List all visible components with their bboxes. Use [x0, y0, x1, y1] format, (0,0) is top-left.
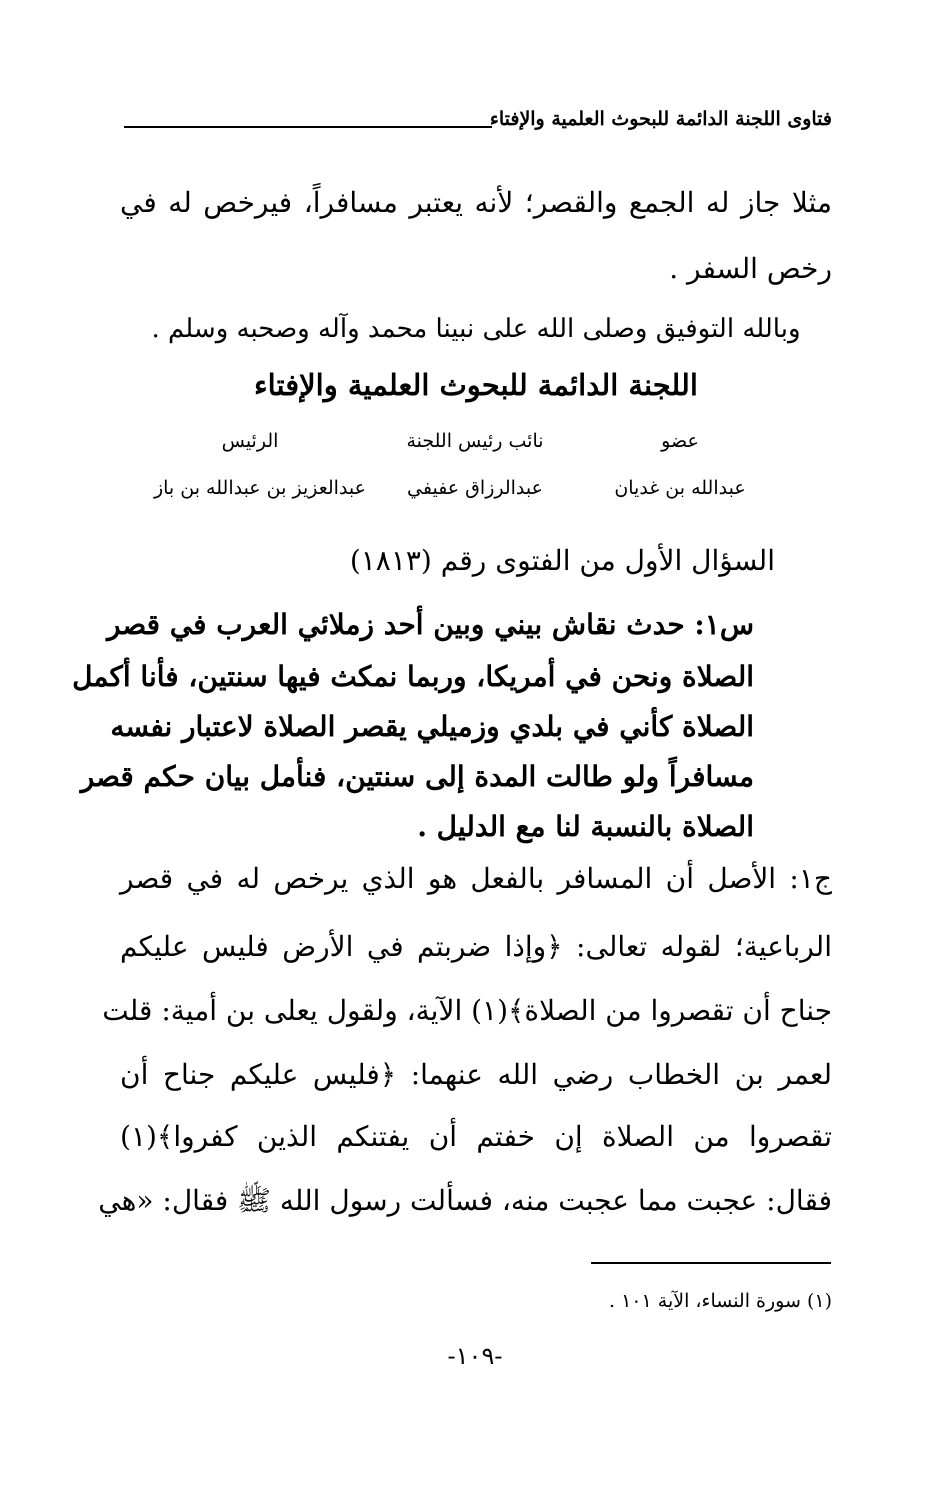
answer-line-6: فقال: عجبت مما عجبت منه، فسألت رسول الله ﷺ فقال: «هي [98, 1184, 832, 1217]
footnote: (١) سورة النساء، الآية ١٠١ . [609, 1290, 832, 1312]
closing-line: وبالله التوفيق وصلى الله على نبينا محمد وآله وصحبه وسلم . [151, 314, 801, 344]
intro-line-1: مثلا جاز له الجمع والقصر؛ لأنه يعتبر مسافراً، فيرخص له في [120, 186, 832, 219]
answer-line-4: لعمر بن الخطاب رضي الله عنهما: ﴿فليس عليكم جناح أن [120, 1058, 832, 1091]
signatory-name-member: عبدالله بن غديان [614, 477, 746, 499]
page-number: -١٠٩- [447, 1342, 503, 1370]
question-line-5: الصلاة بالنسبة لنا مع الدليل . [417, 810, 754, 843]
signatory-role-chair: الرئيس [221, 430, 279, 452]
question-line-3: الصلاة كأني في بلدي وزميلي يقصر الصلاة لاعتبار نفسه [110, 710, 754, 743]
answer-line-1: ج١: الأصل أن المسافر بالفعل هو الذي يرخص له في قصر [120, 862, 832, 895]
intro-line-2: رخص السفر . [669, 252, 832, 285]
fatwa-heading: السؤال الأول من الفتوى رقم (١٨١٣) [349, 544, 775, 577]
question-line-2: الصلاة ونحن في أمريكا، وربما نمكث فيها سنتين، فأنا أكمل [72, 660, 754, 693]
question-line-1: س١: حدث نقاش بيني وبين أحد زملائي العرب في قصر [106, 608, 754, 641]
question-line-4: مسافراً ولو طالت المدة إلى سنتين، فنأمل بيان حكم قصر [80, 760, 754, 793]
signatory-name-vice-chair: عبدالرزاق عفيفي [407, 477, 543, 499]
header-rule [124, 126, 492, 128]
running-header-title: فتاوى اللجنة الدائمة للبحوث العلمية والإفتاء [489, 108, 832, 130]
committee-name: اللجنة الدائمة للبحوث العلمية والإفتاء [254, 368, 698, 402]
footnote-rule [591, 1262, 831, 1264]
answer-line-2: الرباعية؛ لقوله تعالى: ﴿وإذا ضربتم في الأرض فليس عليكم [120, 930, 832, 963]
signatory-role-vice-chair: نائب رئيس اللجنة [406, 430, 544, 452]
answer-line-5: تقصروا من الصلاة إن خفتم أن يفتنكم الذين كفروا﴾(١) [120, 1120, 832, 1153]
signatory-role-member: عضو [661, 430, 699, 452]
signatory-name-chair: عبدالعزيز بن عبدالله بن باز [153, 477, 367, 499]
answer-line-3: جناح أن تقصروا من الصلاة﴾(١) الآية، ولقول يعلى بن أمية: قلت [102, 994, 832, 1027]
